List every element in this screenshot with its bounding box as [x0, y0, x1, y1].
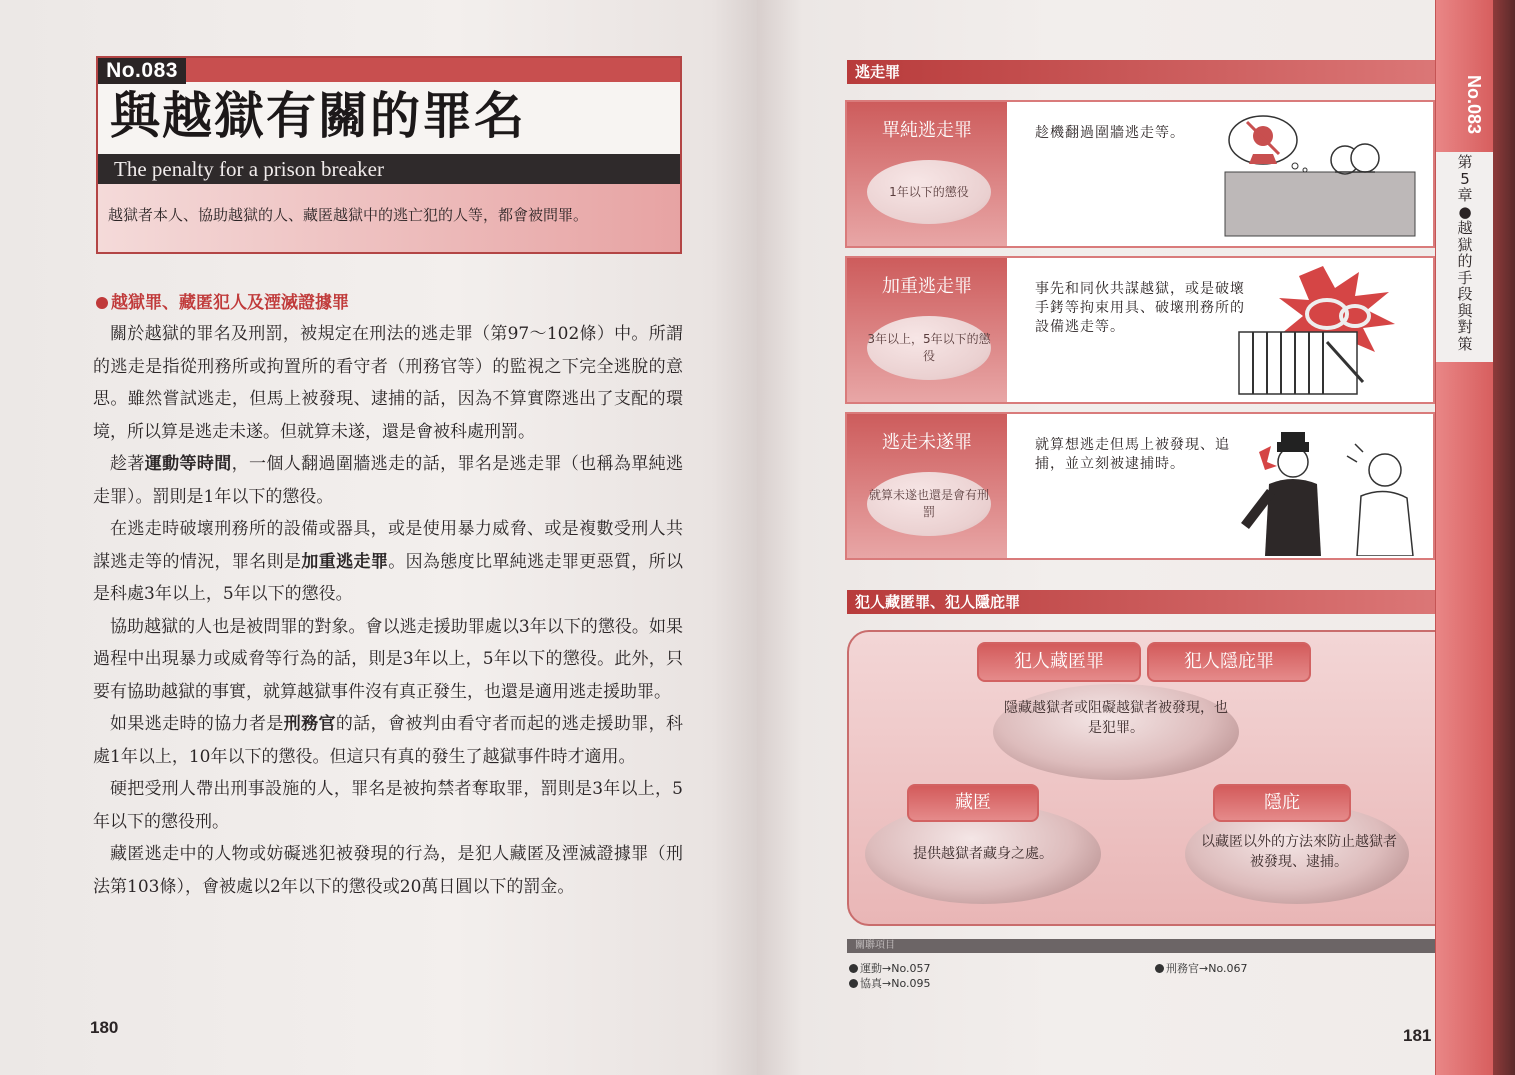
paragraph	[93, 611, 683, 709]
section-title: 逃走罪	[855, 63, 901, 81]
page-edge	[1493, 0, 1515, 1075]
penalty-ellipse: 就算未遂也還是會有刑罰	[867, 472, 991, 536]
section-title: 犯人藏匿罪、犯人隱庇罪	[855, 593, 1021, 611]
entry-number-badge: No.083	[98, 58, 186, 84]
crime-description: 趁機翻過圍牆逃走等。	[1035, 125, 1185, 141]
related-items-label: 關聯項目	[855, 940, 895, 951]
bullet-dot-icon	[96, 297, 108, 309]
paragraph-text: 在逃走時破壞刑務所的設備或器具，或是使用暴力威脅、或是複數受刑人共謀逃走等的情況，罪名則是	[93, 519, 683, 572]
penalty-ellipse: 3年以上，5年以下的懲役	[867, 316, 991, 380]
broken-handcuffs-illustration	[1223, 262, 1423, 398]
crime-row	[845, 256, 1435, 404]
guard-catching-escapee-illustration	[1237, 422, 1427, 556]
keyword: 運動等時間	[144, 454, 232, 474]
paragraph	[93, 448, 683, 513]
crime-name: 逃走未遂罪	[882, 432, 972, 453]
paragraph-text: 如果逃走時的協力者是	[110, 714, 284, 734]
left-page	[0, 0, 757, 1075]
left-ellipse-text: 提供越獄者藏身之處。	[913, 846, 1053, 862]
crime-row-header	[847, 414, 1007, 558]
related-item[interactable]: 運動→No.057	[849, 960, 930, 976]
related-item[interactable]: 協真→No.095	[849, 975, 930, 991]
crime-name: 加重逃走罪	[882, 276, 972, 297]
keyword: 加重逃走罪	[301, 551, 389, 572]
box-harboring: 藏匿	[907, 784, 1039, 822]
crime-row	[845, 412, 1435, 560]
right-page	[757, 0, 1515, 1075]
entry-header	[96, 56, 682, 254]
paragraph	[93, 318, 683, 448]
paragraph	[93, 838, 683, 903]
bullet-dot-icon	[849, 979, 858, 988]
side-chapter-title: 第5章●越獄的手段與對策	[1436, 152, 1494, 362]
paragraph	[93, 773, 683, 838]
paragraph	[93, 708, 683, 773]
crime-name: 單純逃走罪	[882, 120, 972, 141]
paragraph	[93, 513, 683, 611]
crime-row-header	[847, 258, 1007, 402]
related-item[interactable]: 刑務官→No.067	[1155, 960, 1247, 976]
section-bar-escape	[847, 60, 1515, 84]
escapee-over-wall-illustration	[1223, 110, 1423, 238]
harboring-diagram	[847, 630, 1515, 926]
english-subtitle-bar	[98, 154, 680, 184]
page-title: 與越獄有關的罪名	[110, 87, 526, 145]
crime-row-header	[847, 102, 1007, 246]
summary-text: 越獄者本人、協助越獄的人、藏匿越獄中的逃亡犯的人等，都會被問罪。	[108, 206, 589, 224]
center-ellipse-text: 隱藏越獄者或阻礙越獄者被發現，也是犯罪。	[1004, 700, 1228, 736]
english-subtitle: The penalty for a prison breaker	[114, 157, 384, 181]
label-concealment-crime: 犯人隱庇罪	[1147, 642, 1311, 682]
right-ellipse-text: 以藏匿以外的方法來防止越獄者被發現、逮捕。	[1201, 834, 1397, 870]
body-text	[93, 318, 683, 903]
crime-description: 事先和同伙共謀越獄，或是破壞手銬等拘束用具、破壞刑務所的設備逃走等。	[1035, 281, 1245, 335]
paragraph-text: 藏匿逃走中的人物或妨礙逃犯被發現的行為，是犯人藏匿及湮滅證據罪（刑法第103條），會被處以2年以下的懲役或20萬日圓以下的罰金。	[93, 844, 683, 897]
section-bar-harboring	[847, 590, 1515, 614]
box-concealment: 隱庇	[1213, 784, 1351, 822]
paragraph-text: 趁著	[110, 454, 145, 474]
side-chapter-tab	[1435, 0, 1494, 1075]
paragraph-text: ，一個人翻過圍牆逃走的話，罪名是逃走罪（也稱為單純逃走罪）。罰則是1年以下的懲役。	[93, 454, 683, 507]
paragraph-text: 關於越獄的罪名及刑罰，被規定在刑法的逃走罪（第97～102條）中。所謂的逃走是指從刑務所或拘置所的看守者（刑務官等）的監視之下完全逃脫的意思。雖然嘗試逃走，但馬上被發現、逮捕的話，因為不算實際逃出了支配的環境，所以算是逃走未遂。但就算未遂，還是會被科處刑罰。	[93, 324, 683, 442]
bullet-dot-icon	[1155, 964, 1164, 973]
related-items-bar	[847, 939, 1515, 953]
crime-row	[845, 100, 1435, 248]
page-number-left: 180	[90, 1018, 119, 1037]
page-number-right: 181	[1403, 1026, 1432, 1045]
paragraph-text: 協助越獄的人也是被問罪的對象。會以逃走援助罪處以3年以下的懲役。如果過程中出現暴力或威脅等行為的話，則是3年以上，5年以下的懲役。此外，只要有協助越獄的事實，就算越獄事件沒有真正發生，也還是適用逃走援助罪。	[93, 616, 683, 702]
paragraph-text: 的話，會被判由看守者而起的逃走援助罪，科處1年以上，10年以下的懲役。但這只有真的發生了越獄事件時才適用。	[93, 714, 683, 767]
summary-box	[98, 184, 680, 252]
bullet-dot-icon	[849, 964, 858, 973]
penalty-ellipse: 1年以下的懲役	[867, 160, 991, 224]
label-harboring-crime: 犯人藏匿罪	[977, 642, 1141, 682]
keyword: 刑務官	[283, 714, 336, 734]
paragraph-text: 。因為態度比單純逃走罪更惡質，所以是科處3年以上，5年以下的懲役。	[93, 551, 684, 604]
side-entry-number: No.083	[1464, 74, 1485, 135]
crime-description: 就算想逃走但馬上被發現、追捕，並立刻被逮捕時。	[1035, 437, 1230, 472]
paragraph-text: 硬把受刑人帶出刑事設施的人，罪名是被拘禁者奪取罪，罰則是3年以上，5年以下的懲役刑。	[93, 779, 683, 832]
section-heading	[96, 288, 349, 313]
section-heading-text: 越獄罪、藏匿犯人及湮滅證據罪	[111, 293, 349, 313]
